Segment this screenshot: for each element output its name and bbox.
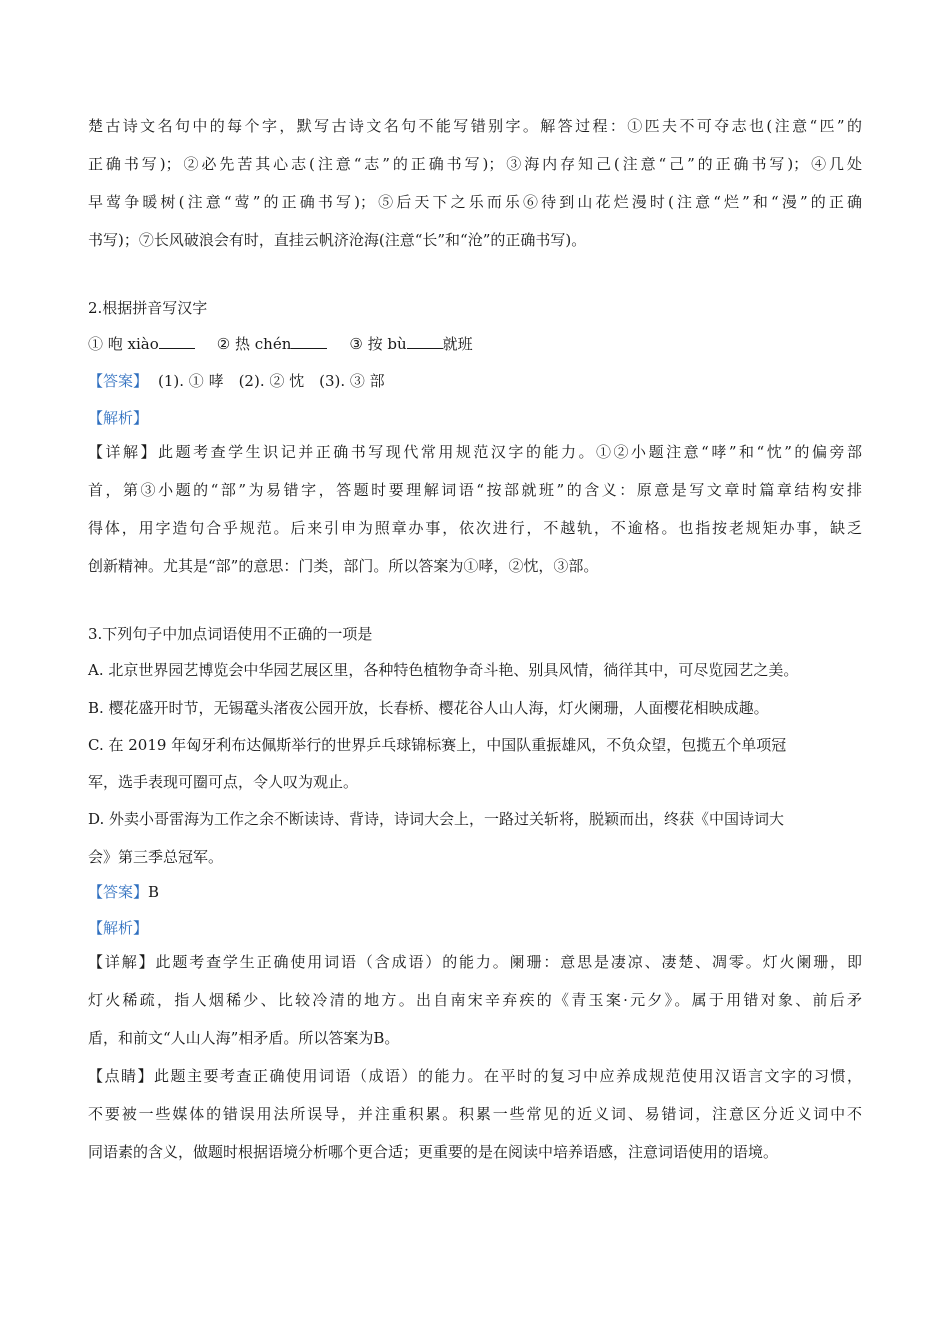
detail-text: 此题考查学生正确使用词语（含成语）的能力。阑珊：意思是凄凉、凄楚、凋零。灯火阑珊，即 <box>155 953 862 971</box>
q2-item-3-suffix: 就班 <box>442 335 473 353</box>
q2-answer <box>88 371 385 391</box>
answer-blank <box>407 334 443 349</box>
detail-line <box>88 952 862 972</box>
comment-line <box>88 1104 862 1124</box>
answer-text: B <box>148 883 160 901</box>
answer-blank <box>159 334 195 349</box>
q3-option-a: A. 北京世界园艺博览会中华园艺展区里，各种特色植物争奇斗艳、别具风情，徜徉其中，可尽览园艺之美。 <box>88 661 799 679</box>
q1-text-line <box>88 192 862 212</box>
q3-option-d: D. 外卖小哥雷海为工作之余不断读诗、背诗，诗词大会上，一路过关斩将，脱颖而出，终获《中国诗词大 <box>88 810 785 828</box>
detail-tag: 【详解】 <box>88 953 156 971</box>
q3-answer <box>88 882 159 902</box>
q2-items <box>88 334 473 354</box>
q3-option-c-cont: 军，选手表现可圈可点，令人叹为观止。 <box>88 773 359 791</box>
answer-tag: 【答案】 <box>88 372 149 390</box>
comment-line <box>88 1066 862 1086</box>
q2-item-1: ① 咆 xiào <box>88 335 159 353</box>
q3-option-c: C. 在 2019 年匈牙利布达佩斯举行的世界乒乓球锦标赛上，中国队重振雄风，不负众望，包揽五个单项冠 <box>88 736 787 754</box>
q1-text-line <box>88 154 862 174</box>
analysis-tag: 【解析】 <box>88 919 149 937</box>
answer-blank <box>291 334 327 349</box>
detail-text: 得体，用字造句合乎规范。后来引申为照章办事，依次进行，不越轨，不逾格。也指按老规矩办事，缺乏 <box>88 519 862 537</box>
detail-tag: 【详解】 <box>88 443 159 461</box>
q1-line-1: 楚古诗文名句中的每个字，默写古诗文名句不能写错别字。解答过程：①匹夫不可夺志也(注意“匹”的 <box>88 117 862 135</box>
q2-item-2: ② 热 chén <box>216 335 292 353</box>
q2-title: 2.根据拼音写汉字 <box>88 299 208 317</box>
q1-text-line: 书写)；⑦长风破浪会有时，直挂云帆济沧海(注意“长”和“沧”的正确书写)。 <box>88 231 587 249</box>
q3-option-b: B. 樱花盛开时节，无锡鼋头渚夜公园开放，长春桥、樱花谷人山人海，灯火阑珊，人面樱花相映成趣。 <box>88 699 769 717</box>
q1-line-2: 正确书写)；②必先苦其心志(注意“志”的正确书写)；③海内存知己(注意“己”的正确书写)；④几处 <box>88 155 862 173</box>
q3-option-d-cont: 会》第三季总冠军。 <box>88 848 224 866</box>
detail-line: 盾，和前文“人山人海”相矛盾。所以答案为B。 <box>88 1029 400 1047</box>
q2-item-3: ③ 按 bù <box>349 335 407 353</box>
answer-tag: 【答案】 <box>88 883 149 901</box>
analysis-tag: 【解析】 <box>88 409 149 427</box>
detail-text: 此题考查学生识记并正确书写现代常用规范汉字的能力。①②小题注意“哮”和“忱”的偏旁部 <box>158 443 862 461</box>
comment-line: 同语素的含义，做题时根据语境分析哪个更合适；更重要的是在阅读中培养语感，注意词语使用的语境。 <box>88 1143 779 1161</box>
detail-line <box>88 990 862 1010</box>
detail-line: 创新精神。尤其是“部”的意思：门类，部门。所以答案为①哮，②忱，③部。 <box>88 557 599 575</box>
comment-text: 不要被一些媒体的错误用法所误导，并注重积累。积累一些常见的近义词、易错词，注意区分近义词中不 <box>88 1105 862 1123</box>
detail-line <box>88 518 862 538</box>
detail-line <box>88 480 862 500</box>
comment-tag: 【点睛】 <box>88 1067 154 1085</box>
detail-text: 首，第③小题的“部”为易错字，答题时要理解词语“按部就班”的含义：原意是写文章时篇章结构安排 <box>88 481 862 499</box>
q1-text-line <box>88 116 862 136</box>
detail-text: 灯火稀疏，指人烟稀少、比较冷清的地方。出自南宋辛弃疾的《青玉案·元夕》。属于用错对象、前后矛 <box>88 991 862 1009</box>
comment-text: 此题主要考查正确使用词语（成语）的能力。在平时的复习中应养成规范使用汉语言文字的习惯， <box>154 1067 862 1085</box>
q1-line-3: 早莺争暖树(注意“莺”的正确书写)；⑤后天下之乐而乐⑥待到山花烂漫时(注意“烂”和“漫”的正确 <box>88 193 862 211</box>
answer-text: (1). ① 哮 (2). ② 忱 (3). ③ 部 <box>158 372 385 390</box>
q3-title: 3.下列句子中加点词语使用不正确的一项是 <box>88 625 373 643</box>
detail-line <box>88 442 862 462</box>
